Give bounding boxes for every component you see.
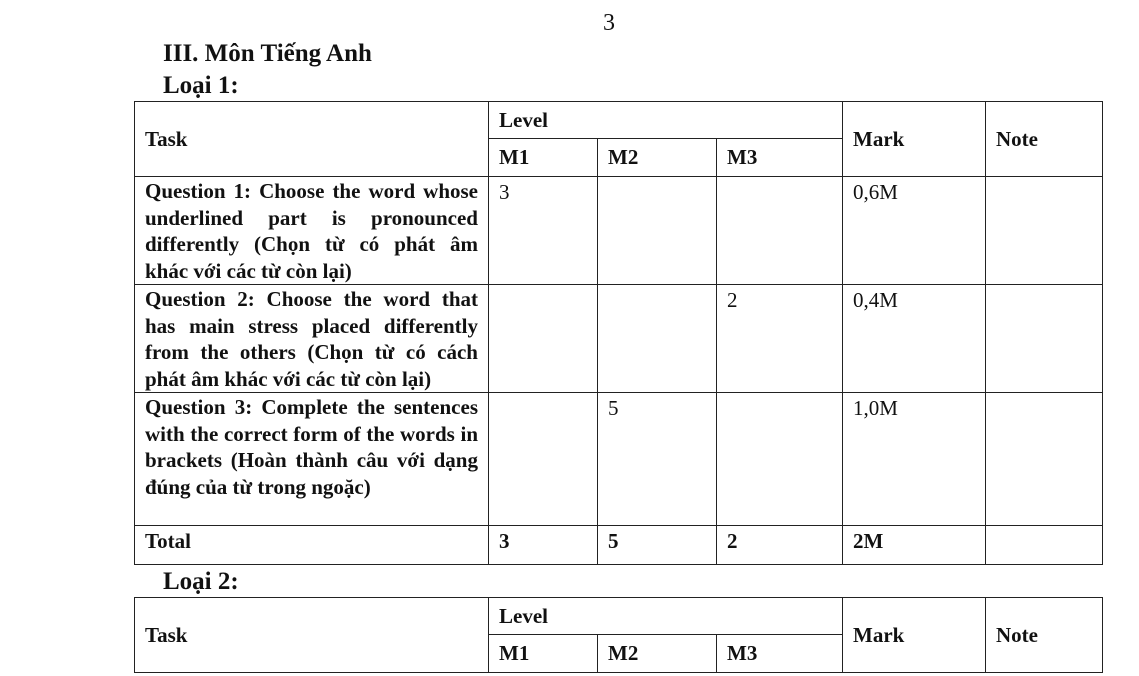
m2-cell: 5 bbox=[598, 393, 717, 526]
m3-cell bbox=[717, 393, 843, 526]
m1-cell bbox=[489, 393, 598, 526]
total-m2: 5 bbox=[598, 526, 717, 565]
total-m1: 3 bbox=[489, 526, 598, 565]
mark-cell: 0,4M bbox=[843, 285, 986, 393]
header-m1: M1 bbox=[489, 139, 598, 177]
task-cell: Question 2: Choose the word that has main stress placed differently from the others (Chọn từ có cách phát âm khác với các từ còn lại) bbox=[135, 285, 489, 393]
m3-cell: 2 bbox=[717, 285, 843, 393]
header-task: Task bbox=[135, 598, 489, 673]
total-row bbox=[135, 526, 1103, 565]
mark-cell: 0,6M bbox=[843, 177, 986, 285]
header-level: Level bbox=[489, 102, 843, 139]
m1-cell: 3 bbox=[489, 177, 598, 285]
type1-label: Loại 1: bbox=[163, 72, 239, 99]
note-cell bbox=[986, 393, 1103, 526]
table-row bbox=[135, 393, 1103, 526]
m2-cell bbox=[598, 177, 717, 285]
total-mark: 2M bbox=[843, 526, 986, 565]
m1-cell bbox=[489, 285, 598, 393]
header-note: Note bbox=[986, 598, 1103, 673]
m3-cell bbox=[717, 177, 843, 285]
m2-cell bbox=[598, 285, 717, 393]
header-note: Note bbox=[986, 102, 1103, 177]
header-level: Level bbox=[489, 598, 843, 635]
header-m2: M2 bbox=[598, 635, 717, 673]
note-cell bbox=[986, 177, 1103, 285]
type2-label: Loại 2: bbox=[163, 568, 239, 595]
table-row bbox=[135, 285, 1103, 393]
header-m3: M3 bbox=[717, 139, 843, 177]
header-m2: M2 bbox=[598, 139, 717, 177]
section-title: III. Môn Tiếng Anh bbox=[163, 40, 372, 67]
total-note bbox=[986, 526, 1103, 565]
task-cell: Question 1: Choose the word whose underlined part is pronounced differently (Chọn từ có phát âm khác với các từ còn lại) bbox=[135, 177, 489, 285]
header-task: Task bbox=[135, 102, 489, 177]
header-mark: Mark bbox=[843, 598, 986, 673]
page-number: 3 bbox=[603, 10, 615, 36]
mark-cell: 1,0M bbox=[843, 393, 986, 526]
type1-table bbox=[134, 101, 1103, 565]
note-cell bbox=[986, 285, 1103, 393]
header-mark: Mark bbox=[843, 102, 986, 177]
header-m3: M3 bbox=[717, 635, 843, 673]
header-m1: M1 bbox=[489, 635, 598, 673]
task-cell: Question 3: Complete the sentences with the correct form of the words in brackets (Hoàn thành câu với dạng đúng của từ trong ngoặc) bbox=[135, 393, 489, 526]
table-row bbox=[135, 177, 1103, 285]
type2-table bbox=[134, 597, 1103, 673]
total-m3: 2 bbox=[717, 526, 843, 565]
total-label: Total bbox=[135, 526, 489, 565]
